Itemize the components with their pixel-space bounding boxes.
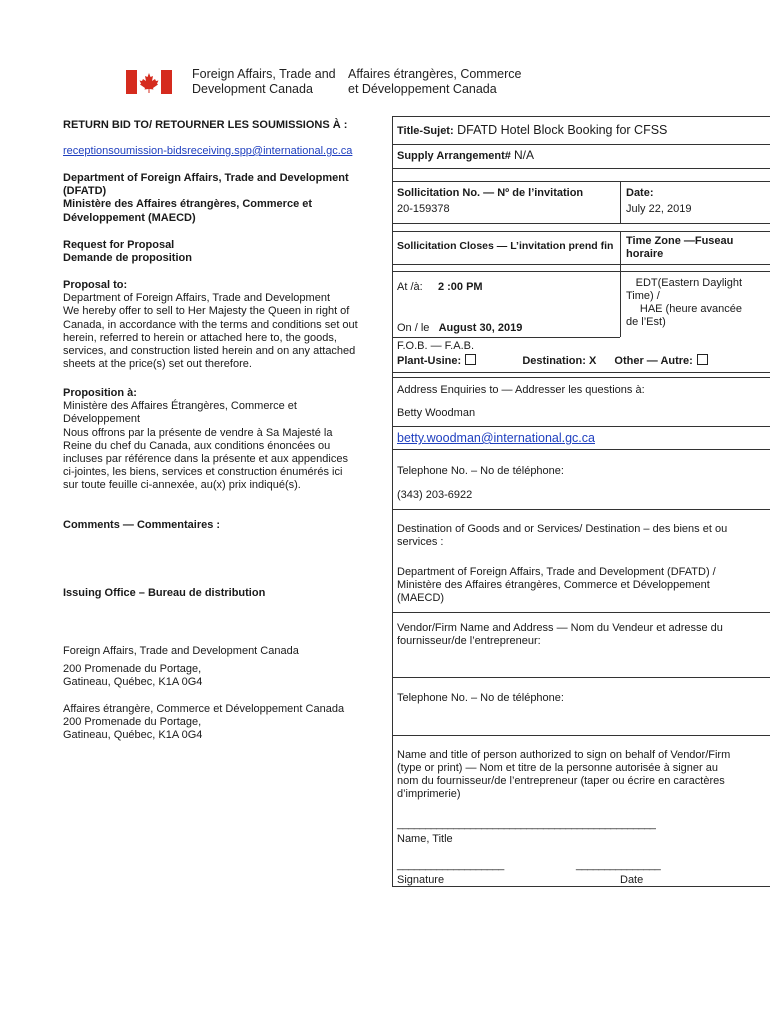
timezone-label: Time Zone —Fuseau horaire: [626, 235, 734, 260]
return-bid-email[interactable]: receptionsoumission-bidsreceiving.spp@international.gc.ca: [63, 145, 353, 157]
date-line[interactable]: _______________: [576, 859, 661, 871]
fob-label: F.O.B. — F.A.B.: [397, 340, 475, 352]
org-name-en: Foreign Affairs, Trade and Development Canada: [192, 67, 336, 96]
other-checkbox[interactable]: [697, 354, 708, 365]
issuing-office-fr: Affaires étrangère, Commerce et Développement Canada 200 Promenade du Portage, Gatineau, Québec, K1A 0G4: [63, 703, 345, 742]
destination-checkbox[interactable]: X: [588, 355, 597, 367]
comments-label: Comments — Commentaires :: [63, 519, 221, 531]
canada-flag-icon: [126, 70, 172, 94]
closing-time-field: At /à: 2 :00 PM: [397, 281, 483, 293]
telephone-value: (343) 203-6922: [397, 489, 473, 501]
department-block: Department of Foreign Affairs, Trade and Development (DFATD) Ministère des Affaires étrangères, Commerce et Développement (MAECD): [63, 172, 349, 224]
contact-email[interactable]: betty.woodman@international.gc.ca: [397, 431, 595, 445]
name-title-line[interactable]: ______________________________________________: [397, 818, 656, 830]
return-bid-heading: RETURN BID TO/ RETOURNER LES SOUMISSIONS À :: [63, 119, 348, 131]
proposition-block: Proposition à: Ministère des Affaires Étrangères, Commerce et Développement Nous offrons par la présente de vendre à Sa Majesté la Reine du chef du Canada, aux conditions énoncées ou incluses par référence dans la présente et aux appendices ci-jointes, les biens, services et construction énumérés ici sur toute feuille ci-annexée, au(x) prix indiqué(s).: [63, 387, 348, 492]
address-enquiries-label: Address Enquiries to — Addresser les questions à:: [397, 384, 645, 396]
name-title-label: Name, Title: [397, 833, 453, 845]
contact-name: Betty Woodman: [397, 407, 476, 419]
fob-options: Plant-Usine: Destination: X Other — Autre:: [397, 354, 708, 368]
issuing-office-en: Foreign Affairs, Trade and Development Canada 200 Promenade du Portage, Gatineau, Québec, K1A 0G4: [63, 645, 299, 689]
destination-goods-label: Destination of Goods and or Services/ Destination – des biens et ou services :: [397, 523, 728, 548]
destination-department: Department of Foreign Affairs, Trade and Development (DFATD) / Ministère des Affaires étrangères, Commerce et Développement (MAECD): [397, 566, 716, 604]
org-name-fr: Affaires étrangères, Commerce et Développement Canada: [348, 67, 522, 96]
solicitation-number-field: Sollicitation No. — Nº de l’invitation 20-159378: [397, 187, 584, 215]
solicitation-closes-label: Sollicitation Closes — L’invitation prend fin: [397, 240, 614, 252]
vendor-telephone-label: Telephone No. – No de téléphone:: [397, 692, 564, 704]
supply-arrangement-field: Supply Arrangement# N/A: [397, 148, 534, 162]
timezone-value: EDT(Eastern Daylight Time) / HAE (heure avancée de l’Est): [626, 277, 742, 328]
authorized-person-label: Name and title of person authorized to sign on behalf of Vendor/Firm (type or print) — Nom et titre de la personne autorisée à signer au nom du fournisseur/de l’entrepreneur (taper ou écrire en caractères d’imprimerie): [397, 749, 731, 800]
plant-usine-checkbox[interactable]: [465, 354, 476, 365]
date-field: Date: July 22, 2019: [626, 187, 692, 215]
title-field: Title-Sujet: DFATD Hotel Block Booking for CFSS: [397, 123, 668, 137]
rfp-heading: Request for Proposal Demande de proposition: [63, 239, 192, 265]
telephone-label: Telephone No. – No de téléphone:: [397, 465, 564, 477]
signature-line[interactable]: ___________________: [397, 859, 504, 871]
closing-date-field: On / le August 30, 2019: [397, 322, 523, 334]
proposal-to-block: Proposal to: Department of Foreign Affairs, Trade and Development We hereby offer to sell to Her Majesty the Queen in right of Canada, in accordance with the terms and conditions set out herein, referred to herein or attached here to, the goods, services, and construction listed herein and on any attached sheets at the price(s) set out therefore.: [63, 279, 358, 371]
signature-label: Signature: [397, 874, 445, 886]
issuing-office-label: Issuing Office – Bureau de distribution: [63, 587, 266, 599]
date-sign-label: Date: [620, 874, 644, 886]
vendor-name-address-label: Vendor/Firm Name and Address — Nom du Vendeur et adresse du fournisseur/de l’entrepreneur:: [397, 622, 723, 647]
